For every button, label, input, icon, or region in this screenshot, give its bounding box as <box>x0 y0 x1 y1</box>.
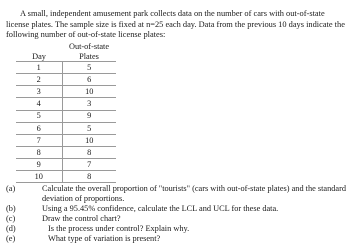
day-cell: 9 <box>16 158 62 170</box>
day-cell: 10 <box>16 171 62 183</box>
plates-cell: 10 <box>62 134 116 146</box>
question-text: Using a 95.45% confidence, calculate the LCL and UCL for these data. <box>42 204 279 214</box>
question-list <box>6 184 346 245</box>
table-body <box>16 62 116 183</box>
question-c <box>6 214 346 224</box>
question-letter: (b) <box>6 204 16 214</box>
column-header-plates <box>62 42 116 62</box>
table-row <box>16 146 116 158</box>
day-cell: 4 <box>16 98 62 110</box>
plates-header-line-1: Out-of-state <box>68 42 110 51</box>
plates-cell: 10 <box>62 86 116 98</box>
table-row <box>16 74 116 86</box>
table-row <box>16 158 116 170</box>
plates-table <box>16 42 116 183</box>
question-letter: (d) <box>6 224 16 234</box>
plates-header-line-2: Plates <box>79 51 99 61</box>
plates-cell: 3 <box>62 98 116 110</box>
question-e <box>6 234 346 244</box>
table-row <box>16 98 116 110</box>
plates-cell: 9 <box>62 110 116 122</box>
table-row <box>16 134 116 146</box>
day-cell: 8 <box>16 146 62 158</box>
plates-cell: 8 <box>62 171 116 183</box>
day-cell: 2 <box>16 74 62 86</box>
day-cell: 3 <box>16 86 62 98</box>
table-row <box>16 110 116 122</box>
question-letter: (e) <box>6 234 16 244</box>
day-cell: 6 <box>16 122 62 134</box>
plates-cell: 5 <box>62 62 116 74</box>
question-d <box>6 224 346 234</box>
question-text: What type of variation is present? <box>48 234 161 244</box>
plates-cell: 5 <box>62 122 116 134</box>
table-header <box>16 42 116 62</box>
question-letter: (c) <box>6 214 16 224</box>
question-text: Calculate the overall proportion of "tourists" (cars with out-of-state plates) and the standard deviation of proportions. <box>42 184 346 204</box>
day-cell: 7 <box>16 134 62 146</box>
day-cell: 1 <box>16 62 62 74</box>
question-b <box>6 204 346 214</box>
table-row <box>16 62 116 74</box>
plates-cell: 8 <box>62 146 116 158</box>
problem-statement: A small, independent amusement park collects data on the number of cars with out-of-state license plates. The sample size is fixed at n=25 each day. Data from the previous 10 days indicate the following number of out-of-state license plates: <box>6 9 345 40</box>
question-text: Draw the control chart? <box>42 214 121 224</box>
question-letter: (a) <box>6 184 16 193</box>
table-row <box>16 171 116 183</box>
table-row <box>16 86 116 98</box>
column-header-day: Day <box>32 51 46 61</box>
question-a <box>6 184 346 204</box>
plates-cell: 6 <box>62 74 116 86</box>
question-text: Is the process under control? Explain why. <box>48 224 190 234</box>
table-row <box>16 122 116 134</box>
day-cell: 5 <box>16 110 62 122</box>
plates-cell: 7 <box>62 158 116 170</box>
